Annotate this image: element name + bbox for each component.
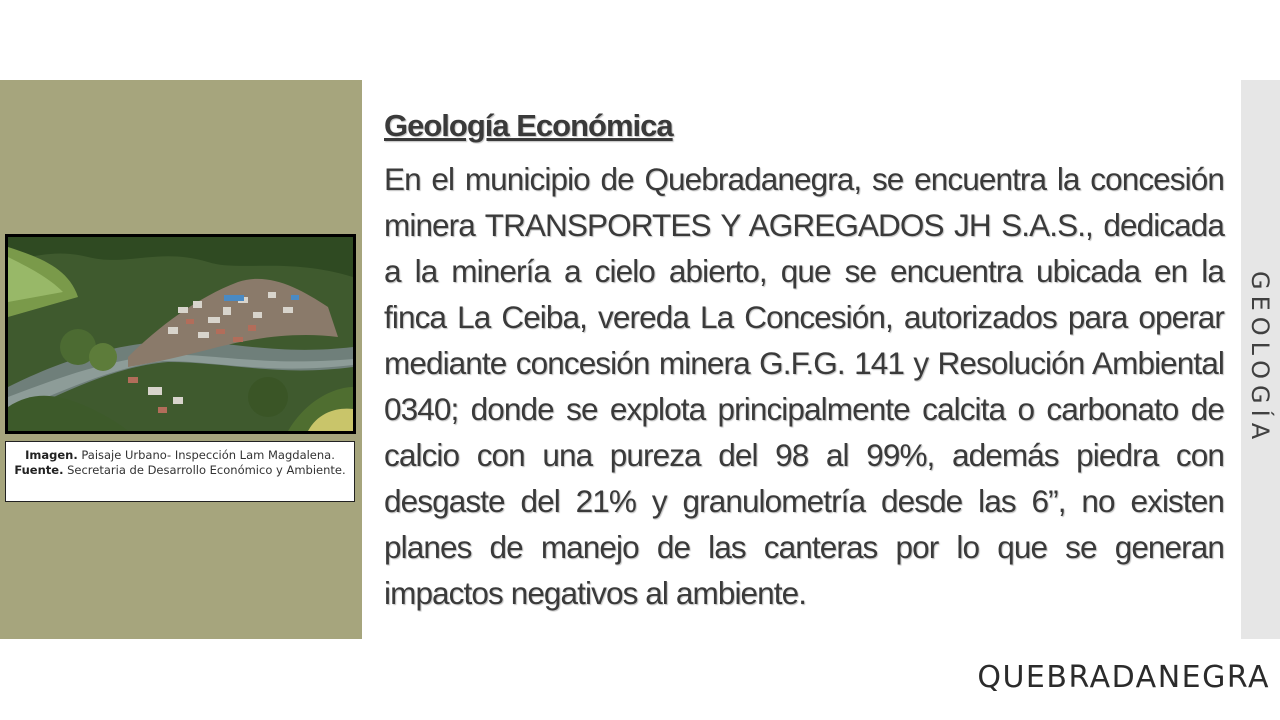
main-content [384, 106, 1224, 616]
caption-source-text: Secretaria de Desarrollo Económico y Ambiente. [67, 463, 346, 477]
caption-image-text: Paisaje Urbano- Inspección Lam Magdalena. [81, 448, 335, 462]
municipality-label: QUEBRADANEGRA [977, 660, 1270, 695]
caption-image-line [6, 448, 354, 463]
section-heading: Geología Económica [384, 108, 673, 143]
town-landscape-image [8, 237, 353, 431]
side-section-label: GEOLOGÍA [1246, 270, 1274, 446]
caption-source-label: Fuente. [14, 463, 64, 477]
image-caption [5, 441, 355, 502]
caption-image-label: Imagen. [25, 448, 78, 462]
body-paragraph: En el municipio de Quebradanegra, se encuentra la concesión minera TRANSPORTES Y AGREGADOS JH S.A.S., dedicada a la minería a cielo abierto, que se encuentra ubicada en la finca La Ceiba, vereda La Concesión, autorizados para operar mediante concesión minera G.F.G. 141 y Resolución Ambiental 0340; donde se explota principalmente calcita o carbonato de calcio con una pureza del 98 al 99%, además piedra con desgaste del 21% y granulometría desde las 6”, no existen planes de manejo de las canteras por lo que se generan impactos negativos al ambiente. [384, 161, 1224, 611]
landscape-photo [5, 234, 356, 434]
caption-source-line [6, 463, 354, 478]
